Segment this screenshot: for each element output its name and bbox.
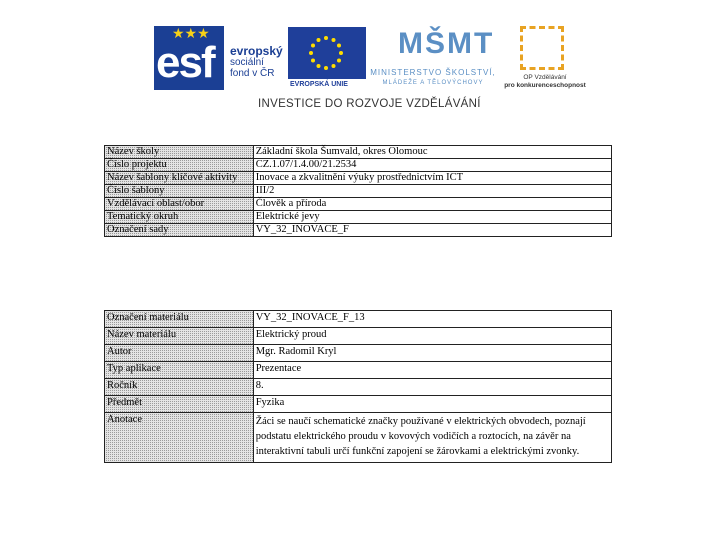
row-value: Prezentace: [253, 362, 611, 379]
school-info-table: [104, 145, 612, 237]
msmt-logo-mark: MŠMT: [398, 27, 495, 60]
table-row: [105, 362, 612, 379]
eu-logo-text: EVROPSKÁ UNIE: [290, 81, 348, 88]
star-icon: ★★★: [172, 27, 210, 42]
row-value: Elektrický proud: [253, 328, 611, 345]
row-value: Základní škola Šumvald, okres Olomouc: [253, 146, 611, 159]
row-value: CZ.1.07/1.4.00/21.2534: [253, 159, 611, 172]
row-value: Mgr. Radomil Kryl: [253, 345, 611, 362]
row-label: Název šablony klíčové aktivity: [105, 172, 254, 185]
table-row: [105, 211, 612, 224]
table-row: [105, 198, 612, 211]
table-row: [105, 185, 612, 198]
row-label: Číslo šablony: [105, 185, 254, 198]
row-value: VY_32_INOVACE_F_13: [253, 311, 611, 328]
op-line-1: OP Vzdělávání: [523, 74, 567, 81]
logo-strip: [0, 0, 720, 125]
table-row: [105, 311, 612, 328]
material-info-table-body: [105, 311, 612, 463]
msmt-logo: [368, 24, 498, 94]
row-value: Člověk a příroda: [253, 198, 611, 211]
esf-logo: [154, 26, 284, 92]
table-row: [105, 328, 612, 345]
esf-logo-mark: esf: [156, 38, 214, 87]
row-value: VY_32_INOVACE_F: [253, 224, 611, 237]
tagline: INVESTICE DO ROZVOJE VZDĚLÁVÁNÍ: [258, 98, 481, 110]
esf-logo-box: [154, 26, 224, 90]
table-row: [105, 224, 612, 237]
row-value: Inovace a zkvalitnění výuky prostřednictvím ICT: [253, 172, 611, 185]
row-label: Autor: [105, 345, 254, 362]
table-row: [105, 379, 612, 396]
row-label: Typ aplikace: [105, 362, 254, 379]
material-info-table: [104, 310, 612, 463]
row-label: Označení sady: [105, 224, 254, 237]
row-value: 8.: [253, 379, 611, 396]
op-line-2: pro konkurenceschopnost: [504, 82, 586, 89]
esf-logo-text: [230, 46, 283, 79]
row-label: Název materiálu: [105, 328, 254, 345]
row-label: Číslo projektu: [105, 159, 254, 172]
op-logo: [500, 26, 590, 98]
esf-line-2: sociální: [230, 57, 264, 68]
table-row: [105, 345, 612, 362]
eu-stars-icon: [306, 35, 346, 71]
row-value: Žáci se naučí schematické značky používané v elektrických obvodech, poznají podstatu elektrického proudu v kovových vodičích a roztocích, na závěr na interaktivní tabuli určí funkční zapojení se žárovkami a elektrickými zvonky.: [253, 413, 611, 463]
row-value: Fyzika: [253, 396, 611, 413]
row-value: Elektrické jevy: [253, 211, 611, 224]
op-logo-text: [500, 74, 590, 90]
row-label: Název školy: [105, 146, 254, 159]
table-row: [105, 146, 612, 159]
table-row: [105, 413, 612, 463]
table-row: [105, 396, 612, 413]
eu-flag-icon: [288, 27, 366, 79]
row-label: Předmět: [105, 396, 254, 413]
esf-line-3: fond v ČR: [230, 68, 275, 79]
msmt-logo-text: [368, 68, 498, 88]
eu-logo: [288, 27, 366, 95]
msmt-line-1: MINISTERSTVO ŠKOLSTVÍ,: [370, 68, 496, 77]
row-label: Ročník: [105, 379, 254, 396]
row-label: Vzdělávací oblast/obor: [105, 198, 254, 211]
table-row: [105, 159, 612, 172]
msmt-line-2: MLÁDEŽE A TĚLOVÝCHOVY: [382, 80, 484, 86]
row-value: III/2: [253, 185, 611, 198]
school-info-table-body: [105, 146, 612, 237]
esf-line-1: evropský: [230, 44, 283, 58]
row-label: Tematický okruh: [105, 211, 254, 224]
table-row: [105, 172, 612, 185]
row-label: Označení materiálu: [105, 311, 254, 328]
op-logo-mark-icon: [520, 26, 564, 70]
row-label: Anotace: [105, 413, 254, 463]
